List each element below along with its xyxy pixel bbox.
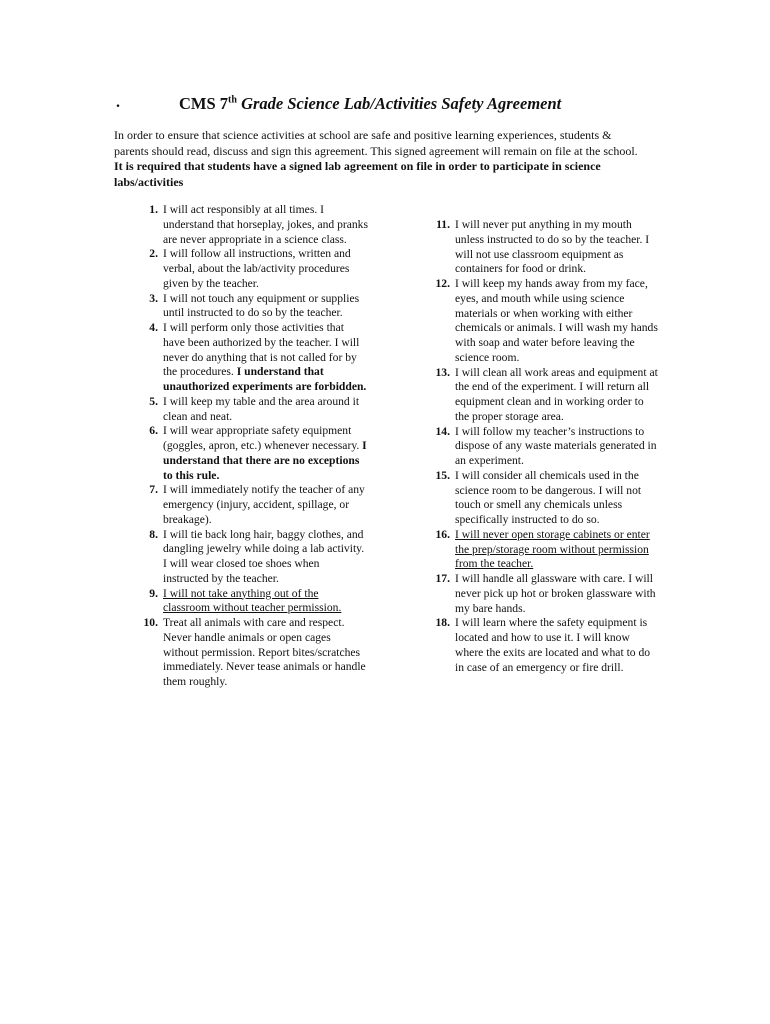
rule-plain-text: I will follow my teacher’s instructions to dispose of any waste materials generated in an experiment. xyxy=(455,424,657,467)
rule-number: 13. xyxy=(435,365,450,379)
rule-plain-text: I will keep my table and the area around it clean and neat. xyxy=(163,394,360,423)
rule-underlined-text: I will not take anything out of the classroom without teacher permission. xyxy=(163,586,342,615)
rule-text xyxy=(163,587,368,617)
rule-item xyxy=(420,572,660,616)
rule-item xyxy=(128,424,368,483)
rule-number: 9. xyxy=(149,586,158,600)
rule-number: 6. xyxy=(149,424,158,438)
rule-text xyxy=(455,366,660,425)
rule-number: 15. xyxy=(435,468,450,482)
rule-text xyxy=(455,572,660,616)
rule-item xyxy=(420,425,660,469)
rule-number: 8. xyxy=(149,527,158,541)
rules-left-column xyxy=(128,203,368,690)
rule-text xyxy=(163,483,368,527)
rule-number: 4. xyxy=(149,321,158,334)
rule-number: 7. xyxy=(149,483,158,497)
rule-plain-text: I will act responsibly at all times. I understand that horseplay, jokes, and pranks are never appropriate in a science class. xyxy=(163,203,368,246)
rule-plain-text: I will immediately notify the teacher of any emergency (injury, accident, spillage, or breakage). xyxy=(163,483,365,526)
rule-number: 12. xyxy=(435,277,450,290)
rule-plain-text: I will consider all chemicals used in the science room to be dangerous. I will not touch or smell any chemicals unless specifically instructed to do so. xyxy=(455,468,642,526)
rule-text xyxy=(455,469,660,528)
rule-number: 5. xyxy=(149,394,158,408)
rule-number: 17. xyxy=(435,572,450,585)
title-rest: Grade Science Lab/Activities Safety Agreement xyxy=(236,94,562,113)
rule-bold-text: I understand that there are no exceptions to this rule. xyxy=(163,439,367,482)
rule-plain-text: I will tie back long hair, baggy clothes, and dangling jewelry while doing a lab activity. I will wear closed toe shoes when instructed by the teacher. xyxy=(163,527,365,585)
intro-paragraph xyxy=(114,128,644,190)
rule-underlined-text: I will never open storage cabinets or enter the prep/storage room without permission from the teacher. xyxy=(455,527,650,571)
rule-item xyxy=(128,616,368,690)
rule-number: 14. xyxy=(435,424,450,438)
rule-item xyxy=(128,528,368,587)
rule-plain-text: I will not touch any equipment or supplies until instructed to do so by the teacher. xyxy=(163,291,360,320)
rule-number: 1. xyxy=(149,203,158,216)
rule-plain-text: I will learn where the safety equipment is located and how to use it. I will know where the exits are located and what to do in case of an emergency or fire drill. xyxy=(455,616,651,674)
rule-bold-text: I understand that unauthorized experiments are forbidden. xyxy=(163,365,367,393)
rule-plain-text: I will follow all instructions, written and verbal, about the lab/activity procedures given by the teacher. xyxy=(163,247,351,290)
rule-plain-text: I will clean all work areas and equipment at the end of the experiment. I will return all equipment clean and in working order to the proper storage area. xyxy=(455,365,658,423)
rule-text xyxy=(455,528,660,572)
rule-plain-text: I will never put anything in my mouth unless instructed to do so by the teacher. I will not use classroom equipment as containers for food or drink. xyxy=(455,218,650,276)
rule-item xyxy=(420,528,660,572)
rule-item xyxy=(128,321,368,395)
rule-number: 3. xyxy=(149,291,158,305)
rule-item xyxy=(128,292,368,322)
rule-plain-text: I will perform only those activities that have been authorized by the teacher. I will never do anything that is not called for by the procedures. xyxy=(163,321,360,379)
rule-text xyxy=(455,425,660,469)
rule-text xyxy=(455,277,660,366)
rule-item xyxy=(128,247,368,291)
rule-text xyxy=(163,292,368,322)
page-title xyxy=(179,94,561,114)
rule-item xyxy=(420,277,660,366)
rule-text xyxy=(163,247,368,291)
rule-plain-text: I will keep my hands away from my face, eyes, and mouth while using science materials or when working with either chemicals or animals. I will wash my hands with soap and water before leaving the science room. xyxy=(455,277,658,364)
rule-number: 18. xyxy=(435,616,450,630)
rule-number: 2. xyxy=(149,247,158,261)
rule-text xyxy=(455,616,660,675)
intro-text: In order to ensure that science activities at school are safe and positive learning experiences, students & parents should read, discuss and sign this agreement. This signed agreement will remain on file at the school. xyxy=(114,128,638,158)
intro-bold-text: It is required that students have a signed lab agreement on file in order to participate in science labs/activities xyxy=(114,159,601,189)
rule-number: 16. xyxy=(435,527,450,541)
leading-dot: . xyxy=(116,94,120,111)
rule-plain-text: I will handle all glassware with care. I will never pick up hot or broken glassware with my bare hands. xyxy=(455,572,656,615)
rule-item xyxy=(420,366,660,425)
title-superscript: th xyxy=(228,94,237,106)
rule-plain-text: I will wear appropriate safety equipment (goggles, apron, etc.) whenever necessary. xyxy=(163,424,363,452)
rule-text xyxy=(163,528,368,587)
rule-item xyxy=(420,616,660,675)
rule-item xyxy=(420,218,660,277)
rule-plain-text: Treat all animals with care and respect. Never handle animals or open cages without permission. Report bites/scratches immediately. Never tease animals or handle them roughly. xyxy=(163,616,366,688)
rule-item xyxy=(128,483,368,527)
rule-item xyxy=(420,469,660,528)
title-prefix: CMS 7 xyxy=(179,94,229,113)
rule-text xyxy=(163,616,368,690)
rule-item xyxy=(128,587,368,617)
rule-text xyxy=(163,395,368,425)
rule-number: 10. xyxy=(143,616,158,629)
rule-text xyxy=(163,424,368,483)
rules-right-column xyxy=(420,218,660,675)
rule-item xyxy=(128,395,368,425)
rule-text xyxy=(455,218,660,277)
rule-text xyxy=(163,321,368,395)
rule-number: 11. xyxy=(436,218,450,231)
rule-item xyxy=(128,203,368,247)
rule-text xyxy=(163,203,368,247)
